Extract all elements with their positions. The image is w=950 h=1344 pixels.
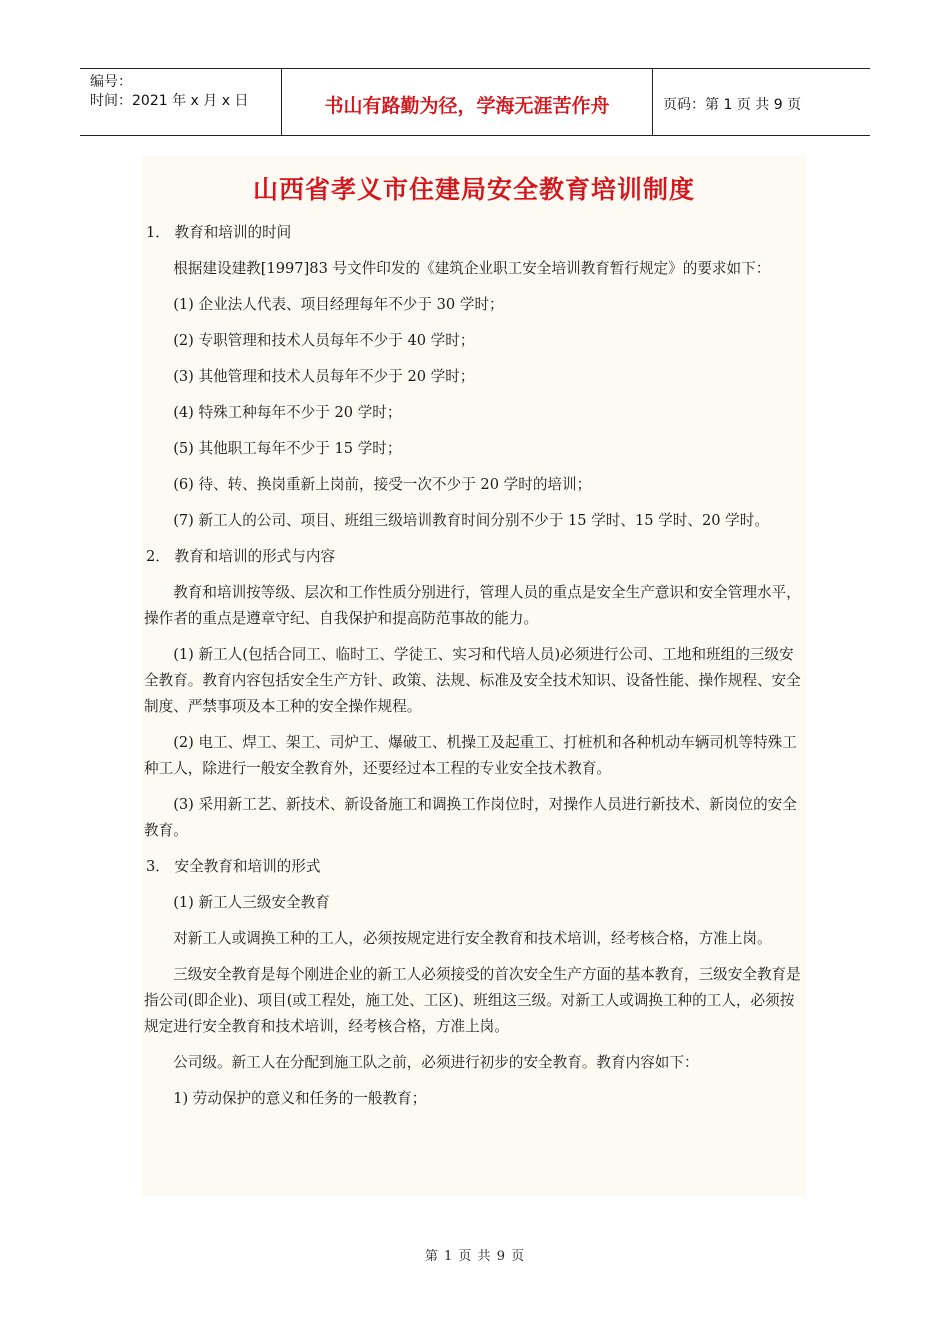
paragraph: 根据建设建教[1997]83 号文件印发的《建筑企业职工安全培训教育暂行规定》的要求如下： — [173, 260, 771, 277]
list-item: (3) 采用新工艺、新技术、新设备施工和调换工作岗位时，对操作人员进行新技术、新岗位的安全教育。 — [144, 796, 797, 839]
section-heading: 3． 安全教育和培训的形式 — [146, 858, 321, 875]
list-item: (3) 其他管理和技术人员每年不少于 20 学时； — [173, 368, 475, 385]
paragraph: 公司级。新工人在分配到施工队之前，必须进行初步的安全教育。教育内容如下： — [173, 1054, 699, 1071]
list-item: (1) 企业法人代表、项目经理每年不少于 30 学时； — [173, 296, 504, 313]
page-footer: 第 1 页 共 9 页 — [424, 1249, 526, 1264]
list-item: (4) 特殊工种每年不少于 20 学时； — [173, 404, 402, 421]
paragraph: 三级安全教育是每个刚进企业的新工人必须接受的首次安全生产方面的基本教育，三级安全教育是指公司(即企业)、项目(或工程处，施工处、工区)、班组这三级。对新工人或调换工种的工人，必须按规定进行安全教育和技术培训，经考核合格，方准上岗。 — [144, 966, 801, 1035]
header-page-info: 页码：第 1 页 共 9 页 — [663, 97, 802, 113]
header-meta-cell — [80, 69, 282, 135]
document-title: 山西省孝义市住建局安全教育培训制度 — [252, 175, 695, 204]
header-motto: 书山有路勤为径，学海无涯苦作舟 — [324, 94, 610, 117]
section-heading: 1． 教育和培训的时间 — [146, 224, 292, 241]
document-body — [144, 220, 806, 1122]
document-content — [142, 156, 806, 1196]
header-page-cell — [653, 69, 870, 135]
list-item: (6) 待、转、换岗重新上岗前，接受一次不少于 20 学时的培训； — [173, 476, 592, 493]
list-item: (2) 电工、焊工、架工、司炉工、爆破工、机操工及起重工、打桩机和各种机动车辆司机等特殊工种工人，除进行一般安全教育外，还要经过本工程的专业安全技术教育。 — [144, 734, 797, 777]
list-item: (1) 新工人(包括合同工、临时工、学徒工、实习和代培人员)必须进行公司、工地和班组的三级安全教育。教育内容包括安全生产方针、政策、法规、标准及安全技术知识、设备性能、操作规程、安全制度、严禁事项及本工种的安全操作规程。 — [144, 646, 801, 715]
list-item: (7) 新工人的公司、项目、班组三级培训教育时间分别不少于 15 学时、15 学时、20 学时。 — [173, 512, 769, 529]
paragraph: 教育和培训按等级、层次和工作性质分别进行，管理人员的重点是安全生产意识和安全管理水平，操作者的重点是遵章守纪、自我保护和提高防范事故的能力。 — [144, 584, 801, 627]
list-item: 1) 劳动保护的意义和任务的一般教育； — [173, 1090, 427, 1107]
list-item: (5) 其他职工每年不少于 15 学时； — [173, 440, 402, 457]
section-heading: 2． 教育和培训的形式与内容 — [146, 548, 336, 565]
list-item: (1) 新工人三级安全教育 — [173, 894, 330, 911]
paragraph: 对新工人或调换工种的工人，必须按规定进行安全教育和技术培训，经考核合格，方准上岗。 — [173, 930, 772, 947]
list-item: (2) 专职管理和技术人员每年不少于 40 学时； — [173, 332, 475, 349]
header-motto-cell — [282, 69, 653, 135]
document-date: 时间：2021 年 x 月 x 日 — [90, 93, 249, 109]
header-table — [80, 68, 870, 136]
document-number-label: 编号： — [90, 74, 132, 90]
